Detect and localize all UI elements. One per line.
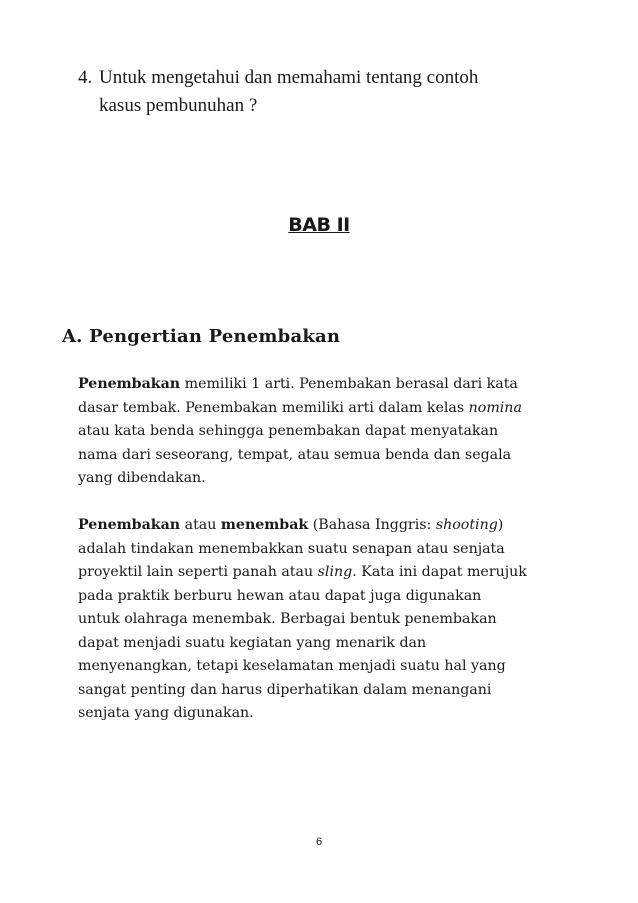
paragraph-line: untuk olahraga menembak. Berbagai bentuk penembakan	[78, 611, 497, 627]
paragraph-line: sangat penting dan harus diperhatikan dalam menangani	[78, 681, 492, 698]
paragraph-line: pada praktik berburu hewan atau dapat juga digunakan	[78, 587, 482, 604]
list-item-4	[78, 64, 558, 120]
bold-term: menembak	[220, 517, 309, 533]
paragraph-line: senjata yang digunakan.	[78, 705, 254, 721]
paragraph-2	[78, 514, 594, 726]
paragraph-line	[78, 561, 594, 585]
bold-term: Penembakan	[78, 517, 181, 533]
text-span: atau	[180, 517, 221, 533]
text-span: dasar tembak. Penembakan memiliki arti dalam kelas	[78, 399, 469, 416]
chapter-title: BAB II	[288, 214, 350, 236]
list-item-text	[78, 64, 558, 120]
paragraph-line: nama dari seseorang, tempat, atau semua benda dan segala	[78, 446, 512, 463]
paragraph-line	[78, 373, 594, 397]
italic-term: nomina	[468, 399, 522, 416]
paragraph-line	[78, 514, 594, 538]
paragraph-line: atau kata benda sehingga penembakan dapat menyatakan	[78, 423, 499, 439]
paragraph-line: yang dibendakan.	[78, 470, 206, 486]
italic-term: shooting	[435, 517, 498, 533]
text-span: proyektil lain seperti panah atau	[78, 564, 318, 580]
paragraph-line: adalah tindakan menembakkan suatu senapan atau senjata	[78, 540, 505, 557]
text-span: Kata ini dapat merujuk	[356, 564, 527, 580]
text-span: (Bahasa Inggris:	[308, 517, 436, 533]
italic-term: sling.	[317, 564, 357, 580]
paragraph-1	[78, 373, 594, 491]
list-number: 4.	[78, 67, 93, 88]
section-heading: A. Pengertian Penembakan	[62, 326, 341, 347]
text-span: )	[497, 517, 504, 533]
list-item-line-2: kasus pembunuhan ?	[99, 95, 258, 116]
list-item-line-1: Untuk mengetahui dan memahami tentang contoh	[99, 67, 479, 88]
paragraph-line: dapat menjadi suatu kegiatan yang menarik dan	[78, 634, 427, 651]
paragraph-line: menyenangkan, tetapi keselamatan menjadi suatu hal yang	[78, 658, 506, 674]
paragraph-line	[78, 397, 594, 421]
bold-term: Penembakan	[78, 376, 181, 392]
page-number: 6	[315, 836, 323, 848]
text-span: memiliki 1 arti. Penembakan berasal dari kata	[180, 376, 518, 392]
